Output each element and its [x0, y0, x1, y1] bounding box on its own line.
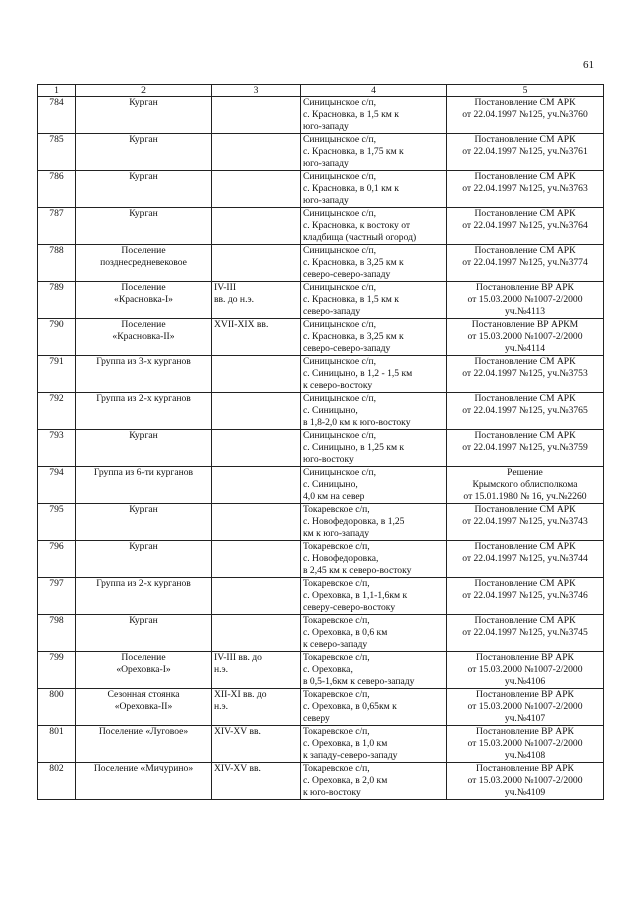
row-number: 784	[38, 97, 76, 134]
header-col-3: 3	[212, 85, 301, 97]
object-name	[76, 245, 212, 282]
object-dating	[212, 578, 301, 615]
object-name-text: Поселение «Луговое»	[98, 726, 189, 737]
object-name-text: Поселение «Красновка-II»	[112, 319, 175, 342]
table-row	[38, 652, 604, 689]
object-name	[76, 171, 212, 208]
object-location: Токаревское с/п, с. Ореховка, в 2,0 км к юго-востоку	[301, 763, 447, 800]
protection-document: Постановление ВР АРК от 15.03.2000 №1007-2/2000 уч.№4109	[447, 763, 604, 800]
protection-document: Постановление СМ АРК от 22.04.1997 №125, уч.№3744	[447, 541, 604, 578]
object-name-text: Группа из 6-ти курганов	[93, 467, 194, 478]
object-dating	[212, 467, 301, 504]
object-location: Токаревское с/п, с. Новофедоровка, в 1,25 км к юго-западу	[301, 504, 447, 541]
object-location: Синицынское с/п, с. Красновка, в 1,5 км к северо-западу	[301, 282, 447, 319]
object-dating	[212, 541, 301, 578]
table-row	[38, 578, 604, 615]
object-dating	[212, 171, 301, 208]
row-number: 796	[38, 541, 76, 578]
object-name-text: Курган	[129, 430, 158, 441]
object-name-text: Курган	[129, 541, 158, 552]
object-name	[76, 430, 212, 467]
header-col-4: 4	[301, 85, 447, 97]
object-name	[76, 393, 212, 430]
protection-document: Постановление СМ АРК от 22.04.1997 №125, уч.№3746	[447, 578, 604, 615]
object-location: Синицынское с/п, с. Красновка, в 1,5 км к юго-западу	[301, 97, 447, 134]
object-name	[76, 319, 212, 356]
table-row	[38, 763, 604, 800]
protection-document: Постановление ВР АРК от 15.03.2000 №1007-2/2000 уч.№4113	[447, 282, 604, 319]
row-number: 790	[38, 319, 76, 356]
row-number: 787	[38, 208, 76, 245]
object-name-text: Курган	[129, 171, 158, 182]
object-dating	[212, 245, 301, 282]
header-col-2: 2	[76, 85, 212, 97]
protection-document: Постановление СМ АРК от 22.04.1997 №125, уч.№3774	[447, 245, 604, 282]
protection-document: Постановление ВР АРК от 15.03.2000 №1007-2/2000 уч.№4108	[447, 726, 604, 763]
protection-document: Постановление СМ АРК от 22.04.1997 №125, уч.№3761	[447, 134, 604, 171]
row-number: 789	[38, 282, 76, 319]
table-row	[38, 504, 604, 541]
object-dating: IV-III вв. до н.э.	[212, 652, 301, 689]
object-name-text: Курган	[129, 615, 158, 626]
table-row	[38, 171, 604, 208]
row-number: 802	[38, 763, 76, 800]
row-number: 801	[38, 726, 76, 763]
table-row	[38, 726, 604, 763]
object-name-text: Курган	[129, 504, 158, 515]
object-name	[76, 208, 212, 245]
row-number: 797	[38, 578, 76, 615]
object-dating: XVII-XIX вв.	[212, 319, 301, 356]
object-name	[76, 652, 212, 689]
protection-document: Постановление СМ АРК от 22.04.1997 №125, уч.№3764	[447, 208, 604, 245]
object-name	[76, 282, 212, 319]
protection-document: Постановление СМ АРК от 22.04.1997 №125, уч.№3765	[447, 393, 604, 430]
object-location: Токаревское с/п, с. Ореховка, в 0,65км к северу	[301, 689, 447, 726]
object-dating	[212, 615, 301, 652]
table-row	[38, 134, 604, 171]
object-location: Синицынское с/п, с. Красновка, к востоку от кладбища (частный огород)	[301, 208, 447, 245]
row-number: 793	[38, 430, 76, 467]
object-dating	[212, 504, 301, 541]
object-name	[76, 504, 212, 541]
monuments-table	[37, 84, 604, 800]
object-location: Токаревское с/п, с. Ореховка, в 1,0 км к западу-северо-западу	[301, 726, 447, 763]
object-location: Токаревское с/п, с. Новофедоровка, в 2,45 км к северо-востоку	[301, 541, 447, 578]
object-name-text: Курган	[129, 97, 158, 108]
row-number: 791	[38, 356, 76, 393]
object-dating	[212, 430, 301, 467]
object-location: Синицынское с/п, с. Красновка, в 1,75 км к юго-западу	[301, 134, 447, 171]
row-number: 798	[38, 615, 76, 652]
object-location: Токаревское с/п, с. Ореховка, в 0,5-1,6км к северо-западу	[301, 652, 447, 689]
object-location: Синицынское с/п, с. Синицыно, 4,0 км на север	[301, 467, 447, 504]
row-number: 799	[38, 652, 76, 689]
object-name	[76, 134, 212, 171]
object-name	[76, 615, 212, 652]
row-number: 786	[38, 171, 76, 208]
object-name	[76, 726, 212, 763]
object-name-text: Курган	[129, 134, 158, 145]
object-name-text: Группа из 2-х курганов	[96, 393, 191, 404]
protection-document: Постановление СМ АРК от 22.04.1997 №125, уч.№3759	[447, 430, 604, 467]
header-col-1: 1	[38, 85, 76, 97]
table-row	[38, 282, 604, 319]
object-location: Синицынское с/п, с. Красновка, в 3,25 км к северо-северо-западу	[301, 245, 447, 282]
object-location: Токаревское с/п, с. Ореховка, в 0,6 км к северо-западу	[301, 615, 447, 652]
protection-document: Решение Крымского облисполкома от 15.01.1980 № 16, уч.№2260	[447, 467, 604, 504]
object-name-text: Группа из 3-х курганов	[96, 356, 191, 367]
table-row	[38, 356, 604, 393]
object-dating: XIV-XV вв.	[212, 726, 301, 763]
object-dating	[212, 208, 301, 245]
table-row	[38, 467, 604, 504]
table-row	[38, 319, 604, 356]
object-name-text: Поселение позднесредневековое	[100, 245, 187, 268]
object-dating: XII-XI вв. до н.э.	[212, 689, 301, 726]
object-name-text: Группа из 2-х курганов	[96, 578, 191, 589]
object-name-text: Сезонная стоянка «Ореховка-II»	[107, 689, 180, 712]
object-dating: XIV-XV вв.	[212, 763, 301, 800]
object-name-text: Курган	[129, 208, 158, 219]
object-name	[76, 541, 212, 578]
object-name	[76, 467, 212, 504]
object-location: Синицынское с/п, с. Красновка, в 0,1 км к юго-западу	[301, 171, 447, 208]
object-location: Синицынское с/п, с. Синицыно, в 1,2 - 1,5 км к северо-востоку	[301, 356, 447, 393]
table-row	[38, 97, 604, 134]
object-name	[76, 763, 212, 800]
table-row	[38, 430, 604, 467]
object-name-text: Поселение «Красновка-I»	[114, 282, 173, 305]
table-row	[38, 208, 604, 245]
table-body	[38, 97, 604, 800]
table-row	[38, 393, 604, 430]
header-col-5: 5	[447, 85, 604, 97]
object-name	[76, 689, 212, 726]
object-dating	[212, 134, 301, 171]
protection-document: Постановление СМ АРК от 22.04.1997 №125, уч.№3753	[447, 356, 604, 393]
object-location: Синицынское с/п, с. Синицыно, в 1,8-2,0 км к юго-востоку	[301, 393, 447, 430]
object-location: Синицынское с/п, с. Синицыно, в 1,25 км к юго-востоку	[301, 430, 447, 467]
protection-document: Постановление СМ АРК от 22.04.1997 №125, уч.№3745	[447, 615, 604, 652]
row-number: 788	[38, 245, 76, 282]
object-name	[76, 97, 212, 134]
object-dating: IV-III вв. до н.э.	[212, 282, 301, 319]
row-number: 792	[38, 393, 76, 430]
table-row	[38, 689, 604, 726]
table-row	[38, 615, 604, 652]
object-name	[76, 578, 212, 615]
table-header	[38, 85, 604, 97]
row-number: 800	[38, 689, 76, 726]
object-name-text: Поселение «Ореховка-I»	[116, 652, 171, 675]
object-dating	[212, 356, 301, 393]
row-number: 794	[38, 467, 76, 504]
object-name-text: Поселение «Мичурино»	[93, 763, 194, 774]
object-location: Синицынское с/п, с. Красновка, в 3,25 км к северо-северо-западу	[301, 319, 447, 356]
protection-document: Постановление СМ АРК от 22.04.1997 №125, уч.№3760	[447, 97, 604, 134]
object-dating	[212, 97, 301, 134]
row-number: 795	[38, 504, 76, 541]
protection-document: Постановление ВР АРК от 15.03.2000 №1007-2/2000 уч.№4106	[447, 652, 604, 689]
protection-document: Постановление СМ АРК от 22.04.1997 №125, уч.№3743	[447, 504, 604, 541]
object-location: Токаревское с/п, с. Ореховка, в 1,1-1,6км к северу-северо-востоку	[301, 578, 447, 615]
object-name	[76, 356, 212, 393]
table-row	[38, 245, 604, 282]
table-row	[38, 541, 604, 578]
object-dating	[212, 393, 301, 430]
page-number: 61	[583, 59, 594, 71]
protection-document: Постановление ВР АРКМ от 15.03.2000 №1007-2/2000 уч.№4114	[447, 319, 604, 356]
protection-document: Постановление СМ АРК от 22.04.1997 №125, уч.№3763	[447, 171, 604, 208]
row-number: 785	[38, 134, 76, 171]
protection-document: Постановление ВР АРК от 15.03.2000 №1007-2/2000 уч.№4107	[447, 689, 604, 726]
